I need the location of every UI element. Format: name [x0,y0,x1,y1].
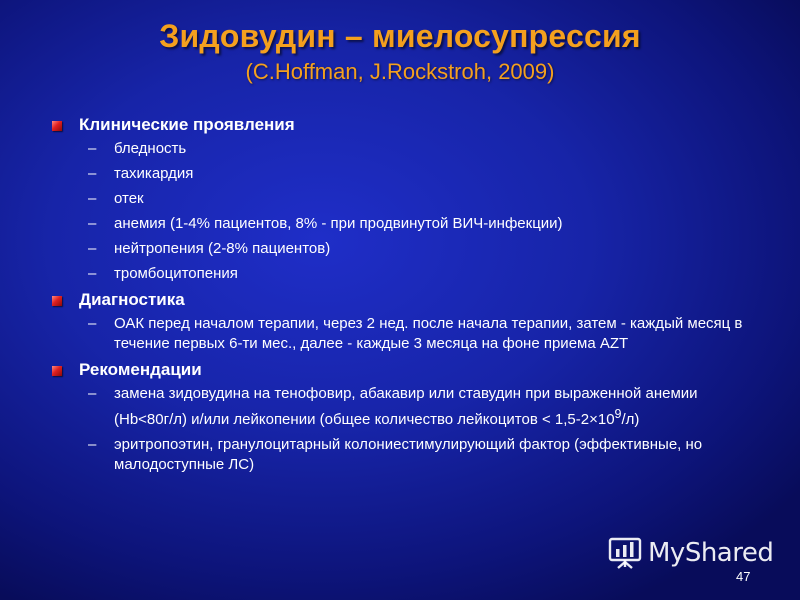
item-list [52,384,752,475]
section-clinical [52,114,752,284]
section-diagnostics [52,289,752,354]
list-item-text: ОАК перед началом терапии, через 2 нед. после начала терапии, затем - каждый месяц в течение первых 6-ти мес., далее - каждые 3 месяца на фоне приема AZT [114,315,743,352]
item-list [52,314,752,354]
list-item-text: анемия (1-4% пациентов, 8% - при продвинутой ВИЧ-инфекции) [114,215,563,232]
dash-marker: – [88,190,97,207]
superscript-exponent: 9 [614,407,622,421]
section-recommendations [52,359,752,475]
list-item [52,189,752,209]
watermark-text: MyShared [648,538,774,568]
dash-marker: – [88,215,97,232]
section-heading-text: Диагностика [79,290,185,309]
list-item-text: нейтропения (2-8% пациентов) [114,240,331,257]
list-item [52,139,752,159]
red-square-bullet-icon [52,366,62,376]
slide-title: Зидовудин – миелосупрессия [159,18,641,54]
red-square-bullet-icon [52,121,62,131]
list-item-text: замена зидовудина на тенофовир, абакавир или ставудин при выраженной анемии (Hb<80г/л) и/или лейкопении (общее количество лейкоцитов < 1,5-2×10 [114,385,698,428]
dash-marker: – [88,436,97,453]
myshared-watermark [608,536,773,570]
list-item-text-end: /л) [621,411,640,428]
list-item [52,264,752,284]
list-item-text: тахикардия [114,165,194,182]
list-item [52,239,752,259]
section-heading [52,289,752,311]
list-item [52,384,752,430]
list-item [52,214,752,234]
dash-marker: – [88,240,97,257]
section-heading-text: Рекомендации [79,360,202,379]
page-number: 47 [736,569,751,584]
dash-marker: – [88,140,97,157]
red-square-bullet-icon [52,296,62,306]
slide-subtitle: (C.Hoffman, J.Rockstroh, 2009) [245,59,555,84]
slide-content [52,114,752,480]
section-heading [52,114,752,136]
section-heading [52,359,752,381]
list-item-text: эритропоэтин, гранулоцитарный колониестимулирующий фактор (эффективные, но малодоступные ЛС) [114,436,703,473]
dash-marker: – [88,265,97,282]
section-heading-text: Клинические проявления [79,115,295,134]
dash-marker: – [88,385,97,402]
presentation-board-icon [608,536,642,570]
item-list [52,139,752,284]
list-item [52,164,752,184]
list-item-text: бледность [114,140,187,157]
dash-marker: – [88,315,97,332]
list-item-text: тромбоцитопения [114,265,238,282]
list-item [52,435,752,475]
list-item-text: отек [114,190,144,207]
list-item [52,314,752,354]
dash-marker: – [88,165,97,182]
